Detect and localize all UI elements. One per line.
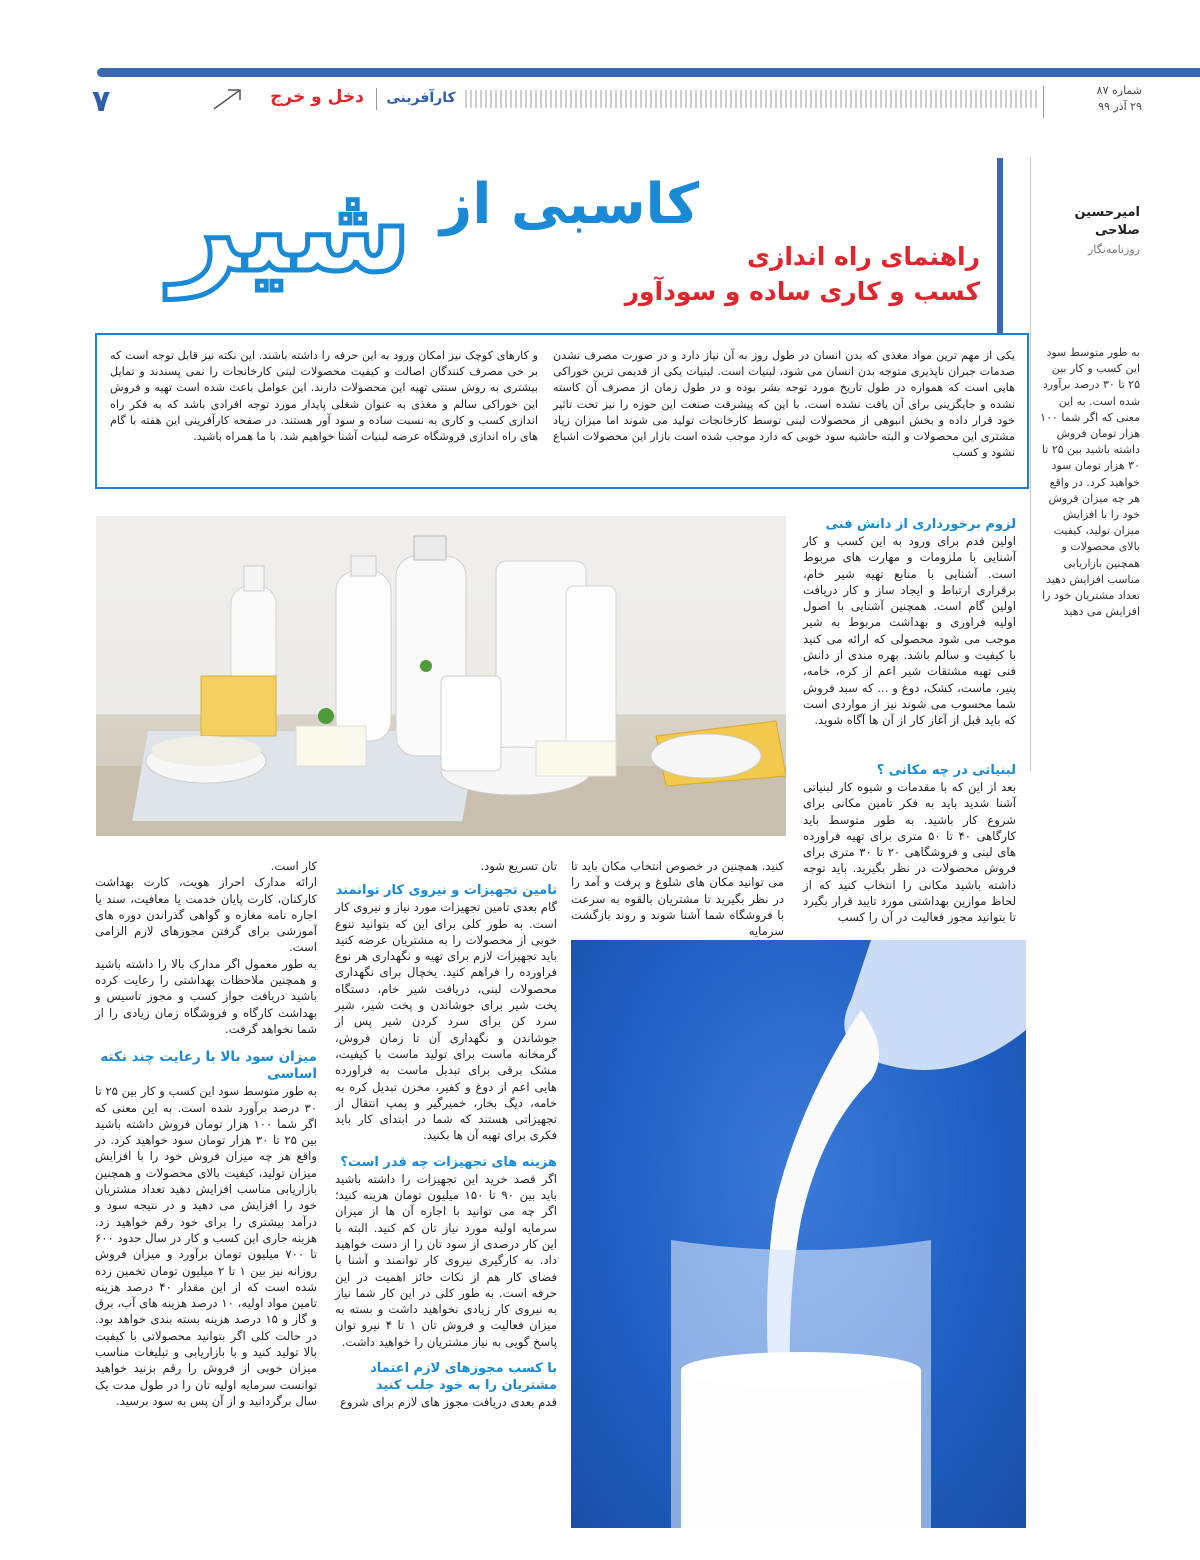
heading-permits-line1: با کسب مجوزهای لازم اعتماد [370,1361,557,1377]
heading-equipment: تامین تجهیزات و نیروی کار توانمند [335,883,557,899]
issue-date: ۲۹ آذر ۹۹ [1098,100,1142,113]
heading-permits [335,1360,557,1394]
heading-profit-line1: میزان سود بالا با رعایت چند نکته [100,1049,317,1066]
heading-equipment-cost: هزینه های تجهیزات چه قدر است؟ [340,1154,557,1170]
arrow-icon [210,86,246,112]
section-location [803,762,1016,926]
column-middle [335,858,557,1410]
sidebar-divider [1030,158,1031,770]
heading-profit [95,1049,317,1083]
middle-intro: تان تسریع شود. [480,859,557,873]
left-intro: کار است. [270,859,317,873]
heading-permits-line2: مشتریان را به خود جلب کنید [375,1378,557,1394]
heading-profit-line2: اساسی [267,1066,317,1083]
milk-pouring-photo [571,940,1026,1528]
dairy-products-photo [96,516,786,836]
author-name-line1: امیرحسین [1074,205,1140,220]
header-stripes [465,90,1037,108]
header-divider [376,88,377,110]
title-word-milk: شیر [170,160,412,299]
left-permit-time: به طور معمول اگر مدارک بالا را داشته باشید و همچنین ملاحظات بهداشتی را رعایت کرده باشید دریافت جواز کسب و مجوز تاسیس و بهداشت کارگاه و فروشگاه زمان زیادی را از شما نخواهد گرفت. [95,956,317,1036]
subtitle [560,240,980,310]
title-prefix: کاسبی از [440,172,700,237]
body-equipment: گام بعدی تامین تجهیزات مورد نیاز و نیروی کار است. به طور کلی برای این که بتوانید تنوع خوبی از محصولات را به مشتریان عرضه کنید باید تجهیزات لازم برای تهیه و نگهداری هر نوع فراورده را فراهم کنید. یخچال برای نگهداری محصولات لبنی، دریافت شیر خام، دستگاه پخت شیر برای جوشاندن و پخت شیر، شیر سرد کن برای سرد کردن شیر پس از جوشاندن و نگهداری آن تا زمان فروش، گرمخانه ماست برای تولید ماست با کیفیت، مشک برقی برای تبدیل ماست به فراورده هایی اعم از دوغ و کفیر، مخزن تبدیل کره به خامه، دیگ بخار، خمیرگیر و پمپ انتقال از تجهیزاتی هستند که شما در ابتدای کار باید فکری برای تهیه آن ها بکنید. [335,900,557,1143]
section-label: کارآفرینی [386,90,456,106]
body-profit: به طور متوسط سود این کسب و کار بین ۲۵ تا ۳۰ درصد برآورد شده است. به این معنی که اگر شما ۱۰۰ هزار تومان فروش داشته باشید بین ۲۵ تا ۳۰ هزار تومان سود خواهید کرد. در واقع هر چه میزان فروش خود را با افزایش میزان تولید، کیفیت بالای محصولات و همچنین بازاریابی مناسب افزایش دهید تعداد مشتریان خود را افزایش می دهید و در نتیجه سود و درآمد بیشتری را برای خود رقم خواهید زد. هزینه جاری این کسب و کار در سال حدود ۶۰۰ تا ۷۰۰ میلیون تومان برآورد و میزان فروش روزانه نیز بین ۱ تا ۲ میلیون تومان تخمین زده شده است که از این مقدار ۴۰ درصد هزینه تامین مواد اولیه، ۱۰ درصد هزینه های آب، برق و گاز و ۱۵ درصد هزینه بسته بندی خواهد بود. در حالت کلی اگر بتوانید محصولاتی با کیفیت بالا تولید کنید و با بازاریابی و تبلیغات مناسب میزان خوبی از فروش را رقم بزنید خواهید توانست سرمایه اولیه تان را در طول مدت یک سال برگردانید و از آن پس به سود برسید. [95,1084,318,1408]
sidebar-accent [997,158,1003,334]
header-divider-2 [1043,86,1044,118]
body-permits: قدم بعدی دریافت مجوز های لازم برای شروع [340,1395,557,1410]
intro-col2: و کارهای کوچک نیز امکان ورود به این حرفه را داشته باشند. این نکته نیز قابل توجه است که بر خی مصرف کنندگان اصالت و کیفیت محصولات لبنی کارخانجات را نمی پسندند و تمایل بیشتری به روش سنتی تهیه این محصولات دارند. این عوامل باعث شده است تهیه و فروش این خوراکی سالم و مغذی به عنوان شغلی پایدار مورد توجه افرادی باشد که به فکر راه اندازی کسب و کاری به نسبت ساده و سود آور هستند. در صفحه کارآفرینی این هفته با گام های راه اندازی فروشگاه عرضه لبنیات آشنا خواهیم شد. با ما همراه باشید. [110,349,538,444]
author-name [1040,204,1140,240]
section-technical-knowledge [803,516,1016,729]
body-location: بعد از این که با مقدمات و شیوه کار لبنیاتی آشنا شدید باید به فکر تامین مکانی برای شروع کار باشید. به طور متوسط باید کارگاهی ۴۰ تا ۵۰ متری برای تهیه فراورده های لبنی و فروشگاهی ۲۰ تا ۳۰ متری برای فروش محصولات در نظر بگیرید. باید توجه داشته باشید مکانی را انتخاب کنید که از لحاظ موازین بهداشتی مورد تایید قرار بگیرد تا بتوانید مجوز فعالیت در آن را کسب [803,780,1016,925]
heading-location: لبنیاتی در چه مکانی ؟ [876,763,1016,778]
intro-col1: یکی از مهم ترین مواد مغذی که بدن انسان در طول روز به آن نیاز دارد و در صورت مصرف نشدن صدمات جبران ناپذیری متوجه بدن انسان می شود، لبنیات است. لبنیات یکی از قدیمی ترین خوراکی هایی است که همواره در طول تاریخ مورد توجه بشر بوده و در طول زمان از مصرف آن کاسته نشده و جایگزینی برای آن یافت نشده است. با این که پیشرفت صنعت این حوزه را نیز تحت تاثیر خود قرار داده و بخش انبوهی از محصولات لبنی توسط کارخانجات تولید می شوند اما میزان زیاد مشتری این محصولات و البته حاشیه سود خوبی که دارد موجب شده است بازار این محصولات اشباع نشود و کسب [553,349,1015,460]
column-left [95,858,317,1409]
page-number: ۷ [92,84,111,119]
body-equipment-cost: اگر قصد خرید این تجهیزات را داشته باشید باید بین ۹۰ تا ۱۵۰ میلیون تومان هزینه کنید؛ اگر چه می توانید با اجاره آن ها از میزان سرمایه اولیه مورد نیاز تان کم کنید. البته با این کار درصدی از سود تان را از دست خواهید داد. به کارگیری نیروی کار توانمند و آشنا با فضای کار هم از نکات حائز اهمیت در این حرفه است. به طور کلی در این کار شما نیاز به نیروی کار زیادی نخواهید داشت و بسته به میزان فعالیت و فروش تان ۱ تا ۴ نیرو توان پاسخ گویی به نیاز مشتریان را خواهید داشت. [335,1171,557,1349]
body-technical-knowledge: اولین قدم برای ورود به این کسب و کار آشنایی با ملزومات و مهارت های مربوط است. آشنایی با منابع تهیه شیر خام، برقراری ارتباط و ایجاد ساز و کار دریافت اولین گام است. همچنین آشنایی با اصول اولیه فراوری و بهداشت مربوط به شیر موجب می شود محصولی که ارائه می کنید با کیفیت و سالم باشد. بهره مندی از دانش فنی تهیه مشتقات شیر اعم از کره، خامه، پنیر، ماست، کشک، دوغ و ... که سبد فروش شما محسوب می شوند نیز از مواردی است که باید قبل از آغاز کار از آن ها آگاه شوید. [803,534,1016,728]
brand-logo: دخل و خرج [270,87,364,107]
location-continued: کنید. همچنین در خصوص انتخاب مکان باید تا می توانید مکان های شلوغ و پرفت و آمد را در نظر بگیرید تا مشتریان بالقوه به سرعت با فروشگاه شما آشنا شوند و روند بازگشت سرمایه [571,859,784,939]
issue-number: شماره ۸۷ [1096,84,1142,97]
author-name-line2: صلاحی [1095,223,1140,238]
subtitle-line1: راهنمای راه اندازی [747,242,980,271]
heading-technical-knowledge: لزوم برخورداری از دانش فنی [825,517,1016,532]
sidebar-quote: به طور متوسط سود این کسب و کار بین ۲۵ تا ۳۰ درصد برآورد شده است. به این معنی که اگر شما ۱۰۰ هزار تومان فروش داشته باشید بین ۲۵ تا ۳۰ هزار تومان سود خواهید کرد. در واقع هر چه میزان فروش خود را با افزایش میزان تولید، کیفیت بالای محصولات و همچنین بازاریابی مناسب افزایش دهید تعداد مشتریان خود را افزایش می دهید [1040,346,1140,619]
header-bar [97,68,1200,77]
left-permit-docs: ارائه مدارک احراز هویت، کارت بهداشت کارکنان، کارت پایان خدمت یا معافیت، سند یا اجاره نامه مغازه و گواهی گذراندن دوره های آموزشی برای گرفتن مجوزهای لازم الزامی است. [95,875,317,955]
subtitle-line2: کسب و کاری ساده و سودآور [624,277,980,306]
author-role: روزنامه‌نگار [1088,243,1140,256]
